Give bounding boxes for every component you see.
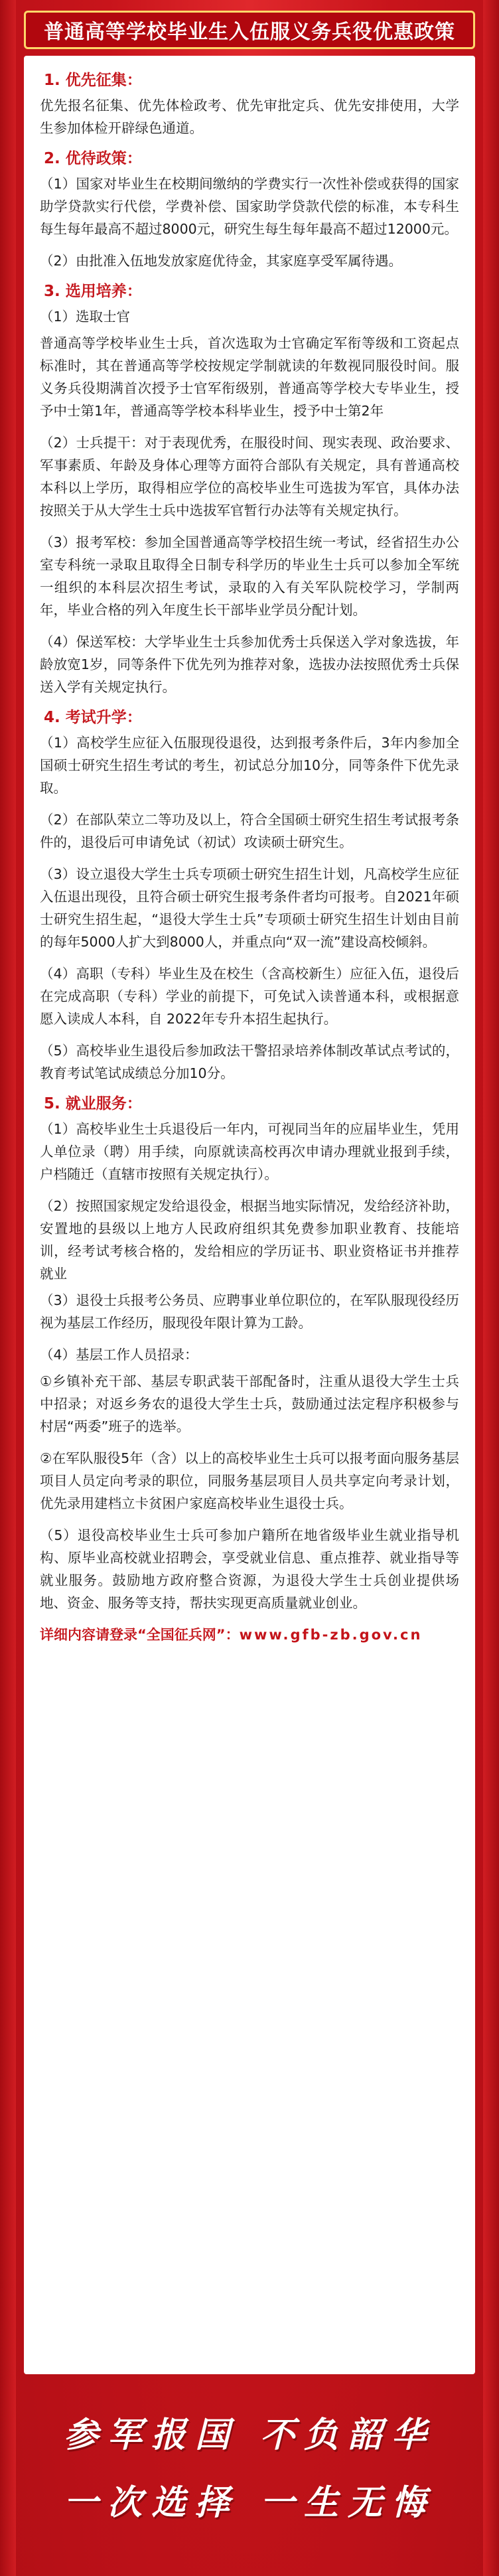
section-paragraph: （3）退役士兵报考公务员、应聘事业单位职位的，在军队服现役经历视为基层工作经历，服现役年限计算为工龄。: [40, 1292, 459, 1331]
section-paragraph: （4）保送军校：大学毕业生士兵参加优秀士兵保送入学对象选拔，年龄放宽1岁，同等条件下优先列为推荐对象，选拔办法按照优秀士兵保送入学有关规定执行。: [40, 634, 459, 695]
policy-content-card: [24, 56, 475, 2374]
section-paragraph: （2）士兵提干：对于表现优秀，在服役时间、现实表现、政治要求、军事素质、年龄及身体心理等方面符合部队有关规定，具有普通高校本科以上学历，取得相应学位的高校毕业生可选拔为军官，具体办法按照关于从大学生士兵中选拔军官暂行办法等有关规定执行。: [40, 435, 459, 518]
section-priority-enlistment: [40, 70, 459, 139]
section-heading: 2. 优待政策：: [44, 150, 142, 167]
section-preferential-treatment: [40, 149, 459, 272]
section-heading: 5. 就业服务：: [44, 1095, 142, 1112]
page-title: 普通高等学校毕业生入伍服义务兵役优惠政策: [44, 21, 455, 44]
section-paragraph: 普通高等学校毕业生士兵，首次选取为士官确定军衔等级和工资起点标准时，其在普通高等学校按规定学制就读的年数视同服役时间。服义务兵役期满首次授予士官军衔级别，普通高等学校大专毕业生，授予中士第1年，普通高等学校本科毕业生，授予中士第2年: [40, 335, 459, 419]
website-label: 详细内容请登录“全国征兵网”：: [40, 1627, 240, 1643]
slogan-line-2: 一次选择 一生无悔: [63, 2482, 436, 2523]
section-heading: 4. 考试升学：: [44, 709, 142, 726]
website-footer: [40, 1624, 459, 1646]
right-decorative-stripe: [483, 0, 499, 2576]
section-heading: 3. 选用培养：: [44, 283, 142, 300]
section-exam-admission: [40, 708, 459, 1085]
title-banner: [24, 11, 475, 49]
section-paragraph: 优先报名征集、优先体检政考、优先审批定兵、优先安排使用，大学生参加体检开辟绿色通道。: [40, 98, 459, 136]
section-paragraph: （2）在部队荣立二等功及以上，符合全国硕士研究生招生考试报考条件的，退役后可申请免试（初试）攻读硕士研究生。: [40, 812, 459, 850]
section-paragraph: （3）设立退役大学生士兵专项硕士研究生招生计划，凡高校学生应征入伍退出现役，且符合硕士研究生报考条件者均可报考。自2021年硕士研究生招生起，“退役大学生士兵”专项硕士研究生招生计划由目前的每年5000人扩大到8000人，并重点向“双一流”建设高校倾斜。: [40, 866, 459, 950]
section-paragraph: （5）高校毕业生退役后参加政法干警招录培养体制改革试点考试的，教育考试笔试成绩总分加10分。: [40, 1043, 459, 1081]
section-employment-services: [40, 1094, 459, 1614]
slogan-banner: [0, 2389, 499, 2562]
website-link[interactable]: www.gfb-zb.gov.cn: [239, 1627, 423, 1643]
section-paragraph: （3）报考军校：参加全国普通高等学校招生统一考试，经省招生办公室专科统一录取且取得全日制专科学历的毕业生士兵可以参加全军统一组织的本科层次招生考试，录取的入有关军队院校学习，学制两年，毕业合格的列入年度生长干部毕业学员分配计划。: [40, 534, 459, 618]
left-decorative-stripe: [0, 0, 16, 2576]
section-paragraph: （5）退役高校毕业生士兵可参加户籍所在地省级毕业生就业指导机构、原毕业高校就业招聘会，享受就业信息、重点推荐、就业指导等就业服务。鼓励地方政府整合资源，为退役大学生士兵创业提供场地、资金、服务等支持，帮扶实现更高质量就业创业。: [40, 1527, 459, 1611]
section-selection-training: [40, 281, 459, 698]
section-paragraph: ②在军队服役5年（含）以上的高校毕业生士兵可以报考面向服务基层项目人员定向考录的职位，同服务基层项目人员共享定向考录计划，优先录用建档立卡贫困户家庭高校毕业生退役士兵。: [40, 1450, 459, 1511]
section-paragraph: （1）高校学生应征入伍服现役退役，达到报考条件后，3年内参加全国硕士研究生招生考试的考生，初试总分加10分，同等条件下优先录取。: [40, 735, 459, 796]
section-heading: 1. 优先征集：: [44, 72, 142, 89]
section-paragraph: （4）基层工作人员招录：: [40, 1347, 198, 1363]
section-paragraph: ①乡镇补充干部、基层专职武装干部配备时，注重从退役大学生士兵中招录；对返乡务农的退役大学生士兵，鼓励通过法定程序积极参与村居“两委”班子的选举。: [40, 1373, 459, 1434]
section-paragraph: （4）高职（专科）毕业生及在校生（含高校新生）应征入伍，退役后在完成高职（专科）学业的前提下，可免试入读普通本科，或根据意愿入读成人本科，自 2022年专升本招生起执行。: [40, 966, 459, 1027]
section-paragraph: （2）由批准入伍地发放家庭优待金，其家庭享受军属待遇。: [40, 253, 403, 269]
section-paragraph: （2）按照国家规定发给退役金，根据当地实际情况，发给经济补助，安置地的县级以上地方人民政府组织其免费参加职业教育、技能培训，经考试考核合格的，发给相应的学历证书、职业资格证书并推荐就业: [40, 1198, 459, 1282]
section-paragraph: （1）国家对毕业生在校期间缴纳的学费实行一次性补偿或获得的国家助学贷款实行代偿，学费补偿、国家助学贷款代偿的标准，本专科生每生每年最高不超过8000元，研究生每生每年最高不超过12000元。: [40, 176, 459, 237]
slogan-line-1: 参军报国 不负韶华: [63, 2415, 436, 2455]
section-paragraph: （1）高校毕业生士兵退役后一年内，可视同当年的应届毕业生，凭用人单位录（聘）用手续，向原就读高校再次申请办理就业报到手续，户档随迁（直辖市按照有关规定执行）。: [40, 1121, 459, 1182]
section-paragraph: （1）选取士官: [40, 309, 131, 325]
